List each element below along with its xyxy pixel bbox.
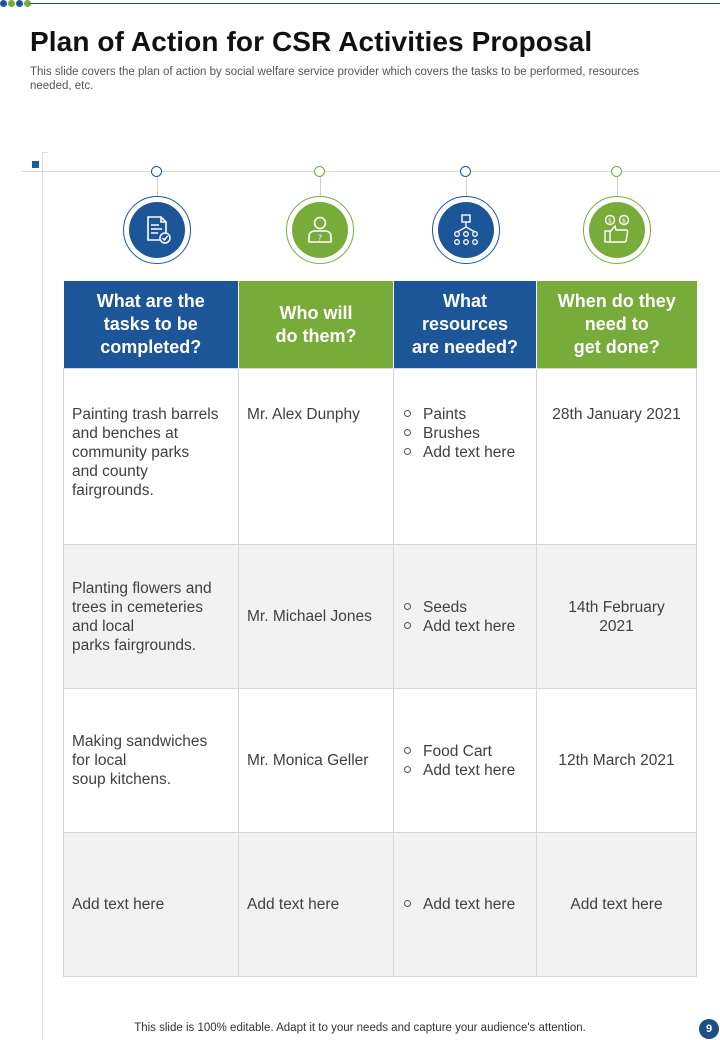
when-text: 12th March 2021 [558,752,675,769]
timeline-node [151,166,162,177]
resource-list [402,598,528,636]
who-text: Mr. Michael Jones [247,608,372,625]
bullet-icon [404,766,411,773]
when-text: 14th February 2021 [568,598,665,635]
resource-item: Add text here [404,617,528,636]
timeline-node [611,166,622,177]
page-subtitle: This slide covers the plan of action by social welfare service provider which covers the tasks to be performed, resources needed, etc. [30,66,640,92]
footer-note: This slide is 100% editable. Adapt it to your needs and capture your audience's attention. [134,1022,586,1034]
task-cell [64,689,239,833]
header-resources: What resources are needed? [394,281,537,369]
who-cell [239,833,394,977]
task-cell [64,833,239,977]
resources-cell [394,689,537,833]
resource-item: Add text here [404,895,528,914]
bullet-icon [404,603,411,610]
task-document-icon [139,212,175,248]
icon-disc [589,202,645,258]
resources-cell [394,833,537,977]
who-cell [239,545,394,689]
bullet-icon [404,622,411,629]
who-text: Mr. Alex Dunphy [247,406,360,423]
icon-stem [157,177,158,196]
resource-list [402,742,528,780]
resource-network-icon [448,212,484,248]
icon-disc [292,202,348,258]
resource-item: Add text here [404,761,528,780]
resource-item: Food Cart [404,742,528,761]
bullet-icon [404,429,411,436]
person-question-icon [302,212,338,248]
task-text: Painting trash barrels and benches at community parks and county fairgrounds. [72,406,219,499]
timeline-marker [32,161,39,168]
timeline-node [460,166,471,177]
task-text: Add text here [72,896,165,913]
when-cell [537,545,697,689]
resource-list [402,405,528,462]
plan-table [63,281,697,977]
task-cell [64,545,239,689]
icon-disc [129,202,185,258]
who-text: Add text here [247,896,340,913]
page-title: Plan of Action for CSR Activities Proposal [30,26,593,57]
header-rule [30,3,720,4]
resources-cell [394,545,537,689]
who-cell [239,369,394,545]
header-tasks: What are the tasks to be completed? [64,281,239,369]
icon-disc [438,202,494,258]
page-number: 9 [699,1019,719,1039]
guide-tick [42,152,48,153]
left-guide-line [42,152,43,1040]
thumbs-up-money-icon [599,212,635,248]
table-row [64,545,697,689]
bullet-icon [404,900,411,907]
svg-text:?: ? [317,233,323,243]
task-text: Making sandwiches for local soup kitchens. [72,733,208,788]
header-who: Who will do them? [239,281,394,369]
task-cell [64,369,239,545]
when-cell [537,369,697,545]
when-text: 28th January 2021 [552,406,681,423]
resource-item: Add text here [404,443,528,462]
bullet-icon [404,410,411,417]
dot-blue [0,0,7,7]
when-text: Add text here [570,896,663,913]
when-cell [537,689,697,833]
header-when: When do they need to get done? [537,281,697,369]
icon-ring [286,196,354,264]
when-cell [537,833,697,977]
icon-stem [320,177,321,196]
resource-item: Paints [404,405,528,424]
icon-ring [123,196,191,264]
resources-cell [394,369,537,545]
resource-item: Brushes [404,424,528,443]
svg-text:$: $ [621,216,627,225]
bullet-icon [404,747,411,754]
icon-ring [432,196,500,264]
icon-ring [583,196,651,264]
dot-green [8,0,15,7]
bullet-icon [404,448,411,455]
who-text: Mr. Monica Geller [247,752,369,769]
resource-list [402,895,528,914]
icon-stem [466,177,467,196]
resource-item: Seeds [404,598,528,617]
task-text: Planting flowers and trees in cemeteries and local parks fairgrounds. [72,579,212,654]
who-cell [239,689,394,833]
table-row [64,833,697,977]
table-row [64,689,697,833]
dot-blue [16,0,23,7]
svg-text:$: $ [607,216,613,225]
table-row [64,369,697,545]
header-dots [0,0,31,7]
timeline-node [314,166,325,177]
icon-stem [617,177,618,196]
